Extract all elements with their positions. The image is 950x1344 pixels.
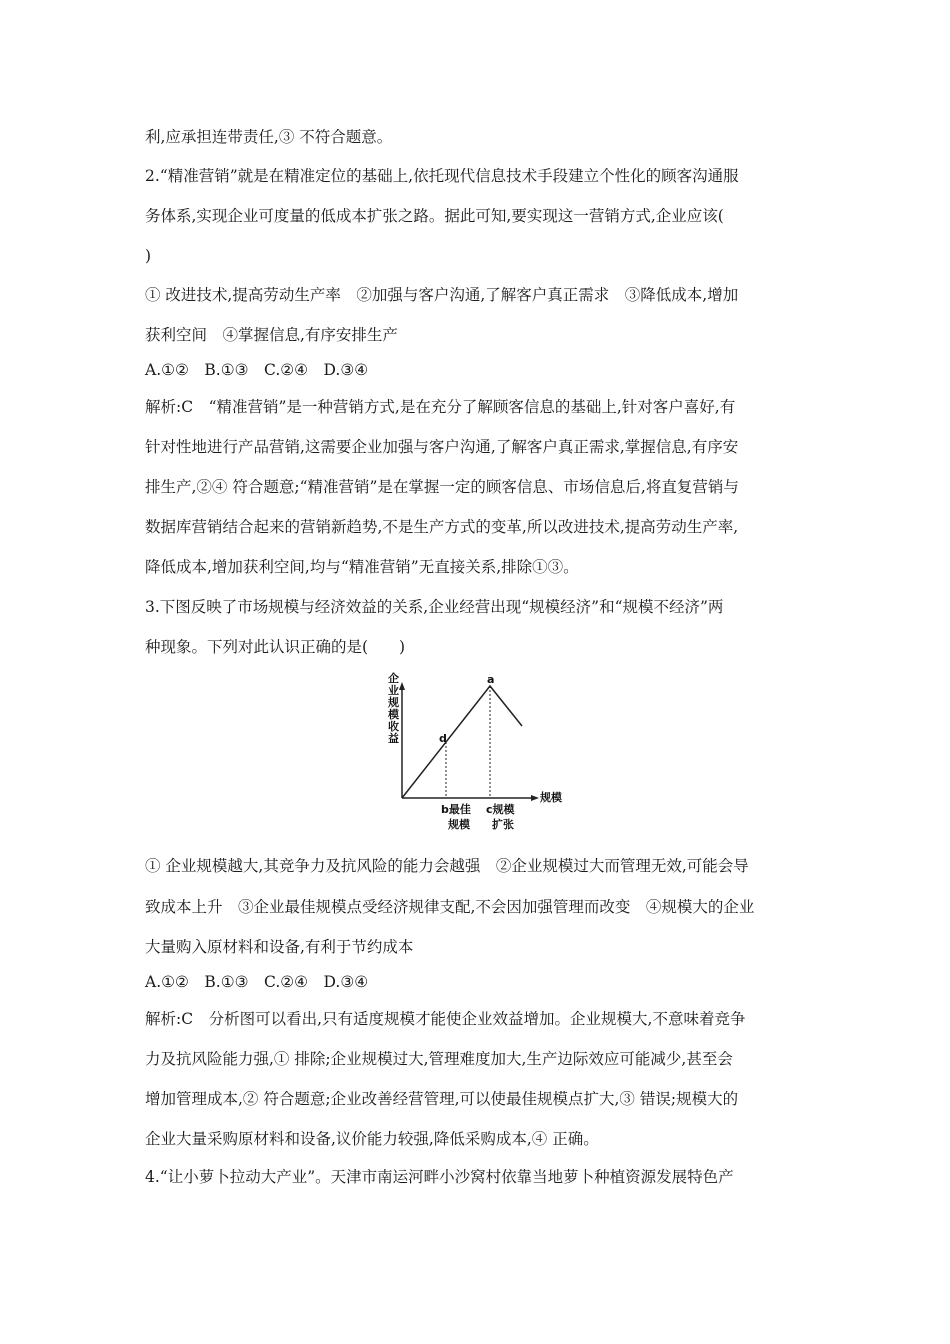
question-3-analysis: 解析:C 分析图可以看出,只有适度规模才能使企业效益增加。企业规模大,不意味着竞争 [145,1010,746,1028]
question-2-options: ① 改进技术,提高劳动生产率 ②加强与客户沟通,了解客户真正需求 ③降低成本,增加 [145,286,739,304]
y-axis-label-char: 规 [388,696,399,709]
x-axis-arrow-icon [531,795,539,801]
question-2-stem: 2.“精准营销”就是在精准定位的基础上,依托现代信息技术手段建立个性化的顾客沟通服 [145,167,739,185]
text-line: 致成本上升 ③企业最佳规模点受经济规律支配,不会因加强管理而改变 ④规模大的企业 [145,898,755,916]
y-axis-label-char: 企 [388,672,399,685]
tick-c-label: c规模 [486,803,515,816]
question-3-stem: 3.下图反映了市场规模与经济效益的关系,企业经营出现“规模经济”和“规模不经济”两 [145,598,724,616]
text-line: 获利空间 ④掌握信息,有序安排生产 [145,326,398,344]
text-line: 种现象。下列对此认识正确的是( ) [145,638,406,656]
text-line: 力及抗风险能力强,① 排除;企业规模过大,管理难度加大,生产边际效应可能减少,甚至会 [145,1050,733,1068]
point-a-label: a [487,673,495,686]
text-line: 数据库营销结合起来的营销新趋势,不是生产方式的变革,所以改进技术,提高劳动生产率, [145,518,739,536]
text-line: 排生产,②④ 符合题意;“精准营销”是在掌握一定的顾客信息、市场信息后,将直复营销与 [145,478,739,496]
text-line: 大量购入原材料和设备,有利于节约成本 [145,938,414,956]
question-2-analysis: 解析:C “精准营销”是一种营销方式,是在充分了解顾客信息的基础上,针对客户喜好,有 [145,398,736,416]
text-line: 务体系,实现企业可度量的低成本扩张之路。据此可知,要实现这一营销方式,企业应该( [145,207,724,225]
tick-b-label: b最佳 [441,803,471,816]
text-line: ) [145,247,152,265]
scale-benefit-figure [370,668,580,833]
point-d-label: d [439,732,447,745]
x-axis-label: 规模 [540,791,562,804]
text-line: 企业大量采购原材料和设备,议价能力较强,降低采购成本,④ 正确。 [145,1130,599,1148]
benefit-curve [402,686,522,798]
text-line: 增加管理成本,② 符合题意;企业改善经营管理,可以使最佳规模点扩大,③ 错误;规模大的 [145,1090,739,1108]
text-line: 针对性地进行产品营销,这需要企业加强与客户沟通,了解客户真正需求,掌握信息,有序安 [145,438,739,456]
figure-svg [370,668,580,833]
y-axis-arrow-icon [399,682,405,690]
y-axis-label-char: 益 [388,732,399,745]
text-line: 利,应承担连带责任,③ 不符合题意。 [145,128,393,146]
question-3-choices: A.①② B.①③ C.②④ D.③④ [145,973,369,991]
text-line: 降低成本,增加获利空间,均与“精准营销”无直接关系,排除①③。 [145,558,579,576]
tick-b-label-2: 规模 [448,818,470,831]
y-axis-label-char: 收 [388,720,399,733]
question-2-choices: A.①② B.①③ C.②④ D.③④ [145,361,369,379]
question-3-options: ① 企业规模越大,其竞争力及抗风险的能力会越强 ②企业规模过大而管理无效,可能会导 [145,857,749,875]
tick-c-label-2: 扩张 [492,818,514,831]
question-4-stem: 4.“让小萝卜拉动大产业”。天津市南运河畔小沙窝村依靠当地萝卜种植资源发展特色产 [145,1168,734,1186]
y-axis-label-char: 业 [388,684,399,697]
y-axis-label-char: 模 [388,708,399,721]
